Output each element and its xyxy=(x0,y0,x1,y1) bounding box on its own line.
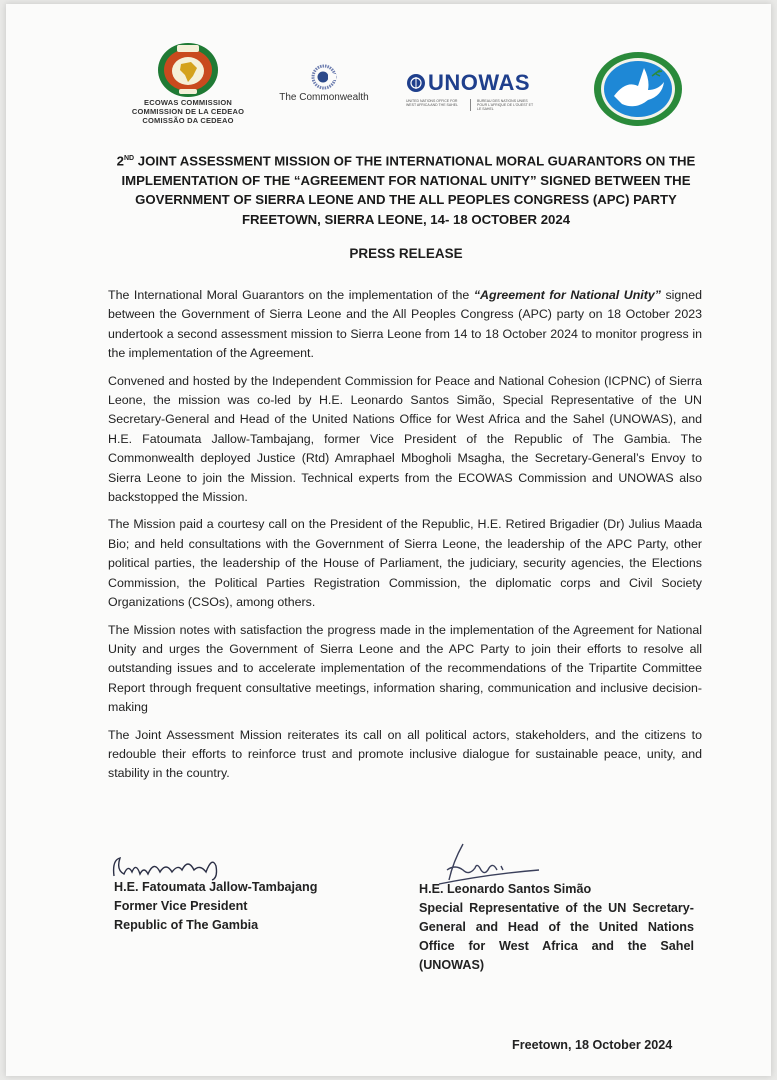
signatory-right-role: Special Representative of the UN Secretary-General and Head of the United Nations Office for West Africa and the Sahel (UNOWAS) xyxy=(419,901,694,972)
signatory-left-country: Republic of The Gambia xyxy=(114,918,259,932)
paragraph-2: Convened and hosted by the Independent Commission for Peace and National Cohesion (ICPNC) of Sierra Leone, the mission was co-led by H.E. Leonardo Santos Simão, Special Representative of the UN Secretary-General and Head of the United Nations Office for West Africa and the Sahel (UNOWAS), and H.E. Fatoumata Jallow-Tambajang, former Vice President of the Republic of The Gambia. The Commonwealth deployed Justice (Rtd) Amraphael Mbogholi Msagha, the Secretary-General’s Envoy to Sierra Leone to join the Mission. Technical experts from the ECOWAS Commission and UNOWAS also backstopped the Mission. xyxy=(108,373,702,505)
ecowas-emblem-icon xyxy=(157,42,219,98)
commonwealth-globe-icon xyxy=(311,64,337,90)
signatory-right-name: H.E. Leonardo Santos Simão xyxy=(419,882,592,896)
signature-icon xyxy=(108,852,238,882)
paragraph-3: The Mission paid a courtesy call on the President of the Republic, H.E. Retired Brigadier (Dr) Julius Maada Bio; and held consultations with the Government of Sierra Leone, the leadership of the APC Party, other political parties, the leadership of the House of Parliament, the judiciary, security agencies, the Elections Commission, the Political Parties Registration Commission, the diplomatic corps and Civil Society Organizations (CSOs), among others. xyxy=(108,517,702,610)
signatory-left xyxy=(114,866,414,935)
unowas-logo xyxy=(406,70,556,111)
dateline: Freetown, 18 October 2024 xyxy=(512,1038,673,1052)
ecowas-caption-line: COMMISSION DE LA CEDEAO xyxy=(131,107,245,116)
divider xyxy=(470,99,471,111)
commonwealth-logo xyxy=(264,64,384,103)
press-release-page xyxy=(6,4,771,1076)
press-release-heading: PRESS RELEASE xyxy=(349,246,463,261)
title-line-1: JOINT ASSESSMENT MISSION OF THE INTERNATIONAL MORAL GUARANTORS ON THE xyxy=(134,153,696,169)
title-line-4: FREETOWN, SIERRA LEONE, 14- 18 OCTOBER 2024 xyxy=(241,211,571,227)
unowas-subtitle-fr: BUREAU DES NATIONS UNIES POUR L'AFRIQUE DE L'OUEST ET LE SAHEL xyxy=(477,99,534,111)
agreement-name: “Agreement for National Unity” xyxy=(473,288,661,302)
icpnc-logo xyxy=(592,50,684,133)
title-line-3: GOVERNMENT OF SIERRA LEONE AND THE ALL PEOPLES CONGRESS (APC) PARTY xyxy=(135,192,677,208)
paragraph-4: The Mission notes with satisfaction the progress made in the implementation of the Agreement for National Unity and urges the Government of Sierra Leone and the APC Party to join their efforts to resolve all outstanding issues and to accelerate implementation of the recommendations of the Tripartite Committee Report through frequent consultative meetings, information sharing, communication and inclusive decision-making xyxy=(108,622,702,715)
paragraph-5: The Joint Assessment Mission reiterates its call on all political actors, stakeholders, and the citizens to redouble their efforts to reinforce trust and promote inclusive dialogue for sustainable peace, unity, and stability in the country. xyxy=(108,727,702,781)
ecowas-logo xyxy=(98,42,278,125)
document-body xyxy=(108,286,702,792)
signatory-left-name: H.E. Fatoumata Jallow-Tambajang xyxy=(114,880,318,894)
ecowas-caption-line: ECOWAS COMMISSION xyxy=(144,98,232,107)
signatory-left-title: Former Vice President xyxy=(114,899,248,913)
title-ordinal: 2 xyxy=(116,153,124,169)
paragraph-text: The International Moral Guarantors on the implementation of the xyxy=(108,288,474,302)
paragraph-text: signed between the Government of Sierra Leone and the All Peoples Congress (APC) party on 18 October 2023 undertook a second assessment mission to Sierra Leone from 14 to 18 October 2024 to monitor progress in the implementation of the Agreement. xyxy=(108,288,702,361)
title-ordinal-suffix: ND xyxy=(123,155,135,162)
logo-header xyxy=(6,4,771,134)
paragraph-1 xyxy=(108,286,702,364)
signature-icon xyxy=(419,840,559,886)
signatory-right xyxy=(419,862,694,975)
unowas-subtitle-en: UNITED NATIONS OFFICE FOR WEST AFRICA AND THE SAHEL xyxy=(406,99,458,107)
commonwealth-caption: The Commonwealth xyxy=(279,92,369,103)
unowas-wordmark: UNOWAS xyxy=(428,70,530,95)
document-title xyxy=(96,149,716,229)
title-line-2: IMPLEMENTATION OF THE “AGREEMENT FOR NATIONAL UNITY” SIGNED BETWEEN THE xyxy=(121,172,691,188)
un-emblem-icon xyxy=(406,73,426,93)
ecowas-caption-line: COMISSÃO DA CEDEAO xyxy=(142,116,234,125)
peace-dove-emblem-icon xyxy=(592,50,684,128)
